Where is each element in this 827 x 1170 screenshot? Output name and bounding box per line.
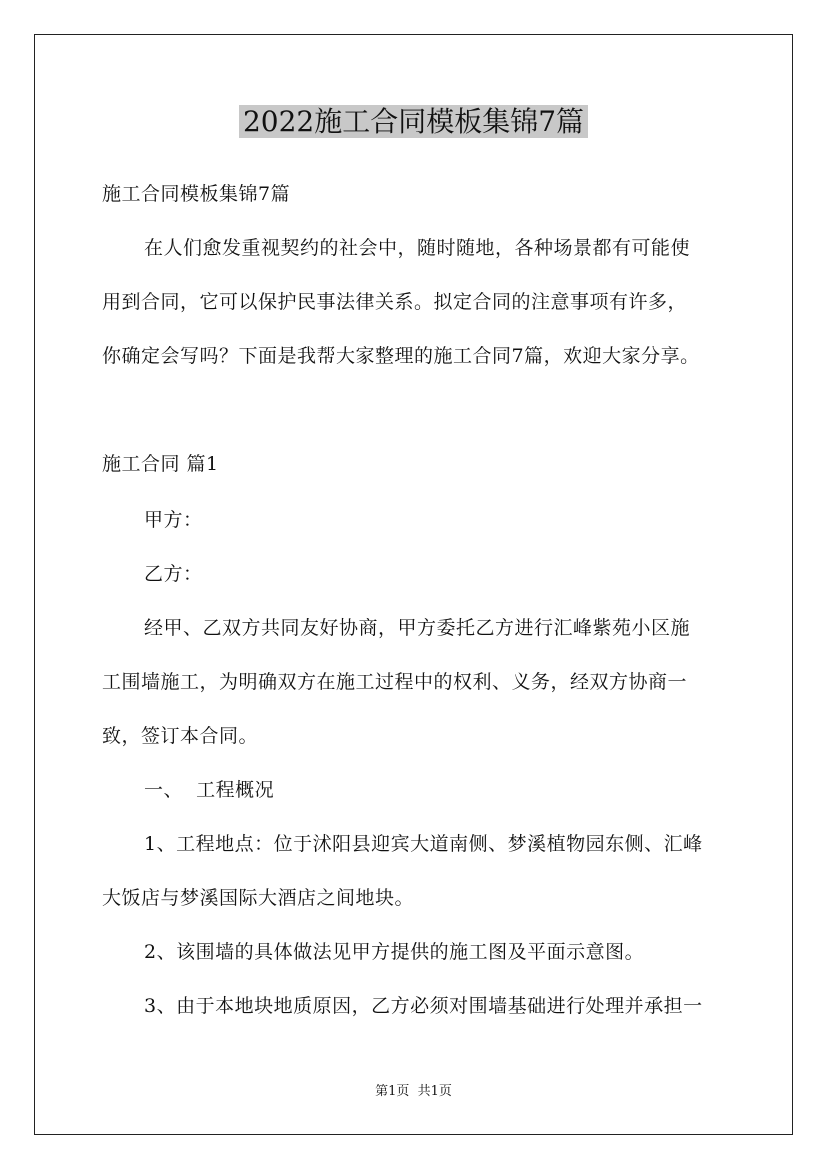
paragraph-1-line-1: 经甲、乙双方共同友好协商，甲方委托乙方进行汇峰紫苑小区施 [144, 617, 691, 639]
intro-line-3: 你确定会写吗？下面是我帮大家整理的施工合同7篇，欢迎大家分享。 [102, 345, 700, 367]
document-subtitle: 施工合同模板集锦7篇 [102, 183, 291, 205]
item-1-line-1: 1、工程地点：位于沭阳县迎宾大道南侧、梦溪植物园东侧、汇峰 [144, 833, 703, 855]
party-b-label: 乙方： [144, 563, 203, 585]
section-heading: 施工合同 篇1 [102, 453, 219, 475]
paragraph-1-line-3: 致，签订本合同。 [102, 725, 259, 747]
document-title-text: 2022施工合同模板集锦7篇 [239, 105, 588, 138]
page-number-footer: 第1页 共1页 [375, 1084, 452, 1099]
document-title [0, 100, 827, 144]
clause-heading: 一、 工程概况 [144, 779, 275, 801]
item-1-line-2: 大饭店与梦溪国际大酒店之间地块。 [102, 887, 415, 909]
paragraph-1-line-2: 工围墙施工，为明确双方在施工过程中的权利、义务，经双方协商一 [102, 671, 688, 693]
intro-line-1: 在人们愈发重视契约的社会中，随时随地，各种场景都有可能使 [144, 237, 691, 259]
intro-line-2: 用到合同，它可以保护民事法律关系。拟定合同的注意事项有许多， [102, 291, 688, 313]
item-3-line-1: 3、由于本地块地质原因，乙方必须对围墙基础进行处理并承担一 [144, 995, 703, 1017]
item-2: 2、该围墙的具体做法见甲方提供的施工图及平面示意图。 [144, 941, 645, 963]
party-a-label: 甲方： [144, 509, 203, 531]
